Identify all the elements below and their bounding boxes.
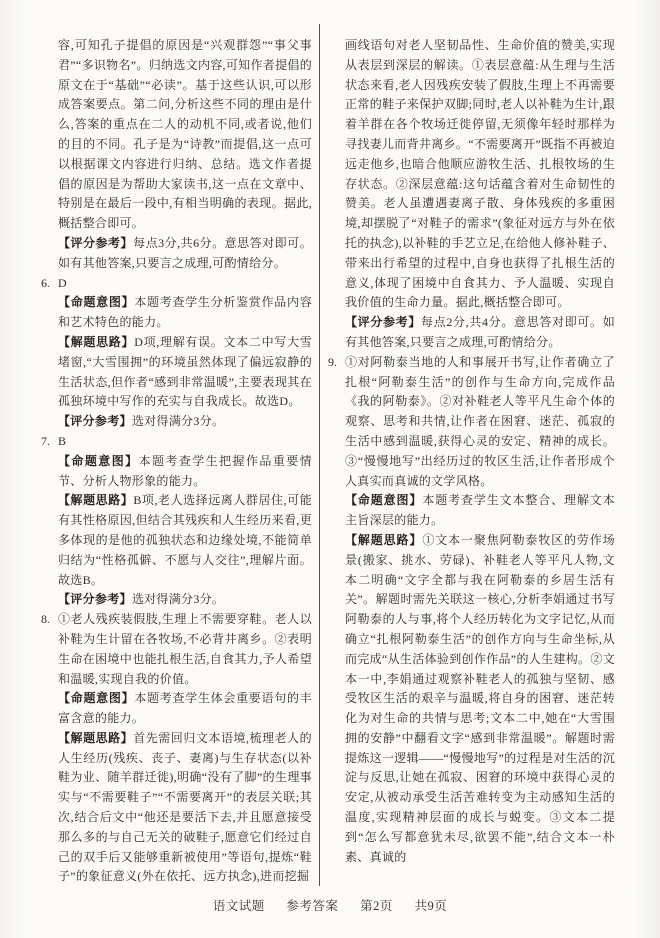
answer-item <box>328 353 615 492</box>
paragraph-text: 容,可知孔子提倡的原因是“兴观群怨”“事父事君”“多识物名”。归纳选文内容,可知作者提倡的原文在于“基础”“必读”。基于这些认识,可以形成答案要点。第二问,分析这些不同的理由是什么,答案的重点在二人的动机不同,或者说,他们的目的不同。孔子是为“诗教”而提倡,这一点可以根据课文内容进行归纳、总结。选文作者提倡的原因是为帮助大家读书,这一点在文章中、特别是在最后一段中,有相当明确的表现。据此,概括整合即可。 <box>58 38 312 231</box>
labeled-paragraph <box>58 689 312 729</box>
paragraph-text: ①对阿勒泰当地的人和事展开书写,让作者确立了扎根“阿勒泰生活”的创作与生命方向,完成作品《我的阿勒泰》。②对补鞋老人等平凡生命个体的观察、思考和共情,让作者在困窘、迷茫、孤寂的生活中感到温暖,获得心灵的安定、精神的成长。③“慢慢地写”出经历过的牧区生活,让作者形成个人真实而真诚的文学风格。 <box>345 354 615 488</box>
paragraph-text: 每点3分,共6分。意思答对即可。如有其他答案,只要言之成理,可酌情给分。 <box>58 235 312 270</box>
labeled-paragraph <box>58 412 312 432</box>
section-label: 【解题思路】 <box>345 532 423 547</box>
paragraph-text: 本题考查学生体会重要语句的丰富含意的能力。 <box>58 691 312 726</box>
answer-item <box>41 274 312 294</box>
labeled-paragraph <box>58 333 312 412</box>
labeled-paragraph <box>345 531 615 868</box>
answer-item <box>41 610 312 689</box>
paragraph <box>345 36 615 313</box>
paragraph-text: 选对得满分3分。 <box>131 592 225 607</box>
paragraph-text: B <box>58 433 67 448</box>
item-number: 6. <box>41 275 50 290</box>
item-number: 7. <box>41 433 50 448</box>
labeled-paragraph <box>58 234 312 274</box>
paragraph-text: 每点2分,共4分。意思答对即可。如有其他答案,只要言之成理,可酌情给分。 <box>345 315 615 349</box>
paragraph-text: ①老人残疾装假肢,生理上不需要穿鞋。老人以补鞋为生计留在各牧场,不必背井离乡。②表明生命在困境中也能扎根生活,自食其力,予人希望和温暖,实现自我的价值。 <box>58 612 312 686</box>
footer-page-number: 第2页 <box>360 899 393 913</box>
labeled-paragraph <box>58 293 312 333</box>
labeled-paragraph <box>58 590 312 610</box>
paragraph-text: 本题考查学生把握作品重要情节、分析人物形象的能力。 <box>58 453 312 488</box>
paragraph-text: 本题考查学生文本整合、理解文本主旨深层的能力。 <box>345 493 615 528</box>
paragraph-text: D <box>58 275 67 290</box>
left-column <box>41 36 312 887</box>
paragraph-text: 本题考查学生分析鉴赏作品内容和艺术特色的能力。 <box>58 295 312 330</box>
section-label: 【命题意图】 <box>58 295 135 310</box>
page-footer <box>0 896 660 914</box>
section-label: 【评分参考】 <box>58 592 132 607</box>
paragraph <box>58 36 312 234</box>
section-label: 【评分参考】 <box>58 414 132 429</box>
labeled-paragraph <box>58 729 312 887</box>
labeled-paragraph <box>345 313 615 353</box>
item-number: 9. <box>328 354 337 369</box>
paragraph-text: B项,老人选择远离人群居住,可能有其性格原因,但结合其残疾和人生经历来看,更多体现的是他的孤独状态和边缘处境,不能简单归结为“性格孤僻、不愿与人交往”,理解片面。故选B。 <box>58 493 312 587</box>
section-label: 【命题意图】 <box>58 453 139 468</box>
section-label: 【评分参考】 <box>58 235 134 250</box>
section-label: 【解题思路】 <box>58 730 134 745</box>
paragraph-text: 首先需回归文本语境,梳理老人的人生经历(残疾、丧子、妻离)与生存状态(以补鞋为业、随羊群迁徙),明确“没有了脚”的生理事实与“不需要鞋子”“不需要离开”的表层关联;其次,结合后文中“他还是要活下去,并且愿意接受那么多的与自己无关的破鞋子,愿意它们经过自己的双手后又能够重新被使用”等语句,提炼“鞋子”的象征意义(外在依托、远方执念),进而挖掘 <box>58 730 312 884</box>
answer-item <box>41 432 312 452</box>
footer-doc-title: 语文试题 <box>212 899 265 913</box>
footer-page-total: 共9页 <box>414 899 448 913</box>
right-column <box>328 36 615 867</box>
labeled-paragraph <box>58 491 312 590</box>
labeled-paragraph <box>345 491 615 531</box>
column-divider <box>319 24 320 886</box>
section-label: 【解题思路】 <box>58 493 134 508</box>
section-label: 【命题意图】 <box>58 691 135 706</box>
paragraph-text: ①文本一聚焦阿勒泰牧区的劳作场景(搬家、挑水、劳碌)、补鞋老人等平凡人物,文本二明确“文字全都与我在阿勒泰的乡居生活有关”。解题时需先关联这一核心,分析李娟通过书写阿勒泰的人与事,将个人经历转化为文字记忆,从而确立“扎根阿勒泰生活”的创作方向与生命坐标,从而完成“从生活体验到创作作品”的人生建构。②文本一中,李娟通过观察补鞋老人的孤独与坚韧、感受牧区生活的艰辛与温暖,将自身的困窘、迷茫转化为对生命的共情与思考;文本二中,她在“大雪围拥的安静”中翻看文字“感到非常温暖”。解题时需提炼这一逻辑——“慢慢地写”的过程是对生活的沉淀与反思,让她在孤寂、困窘的环境中获得心灵的安定,从被动承受生活苦难转变为主动感知生活的温度,实现精神层面的成长与蜕变。③文本二提到“怎么写都意犹未尽,欲罢不能”,结合文本一朴素、真诚的 <box>345 532 615 864</box>
footer-answer-title: 参考答案 <box>286 899 339 913</box>
section-label: 【评分参考】 <box>345 315 422 330</box>
paragraph-text: 选对得满分3分。 <box>131 414 225 429</box>
item-number: 8. <box>41 612 50 627</box>
labeled-paragraph <box>58 452 312 492</box>
paragraph-text: 画线语句对老人坚韧品性、生命价值的赞美,实现从表层到深层的解读。①表层意蕴:从生理与生活状态来看,老人因残疾安装了假肢,生理上不再需要正常的鞋子来保护双脚;同时,老人以补鞋为生计,跟着羊群在各个牧场迁徙停留,无须像年轻时那样为寻找妻儿而背井离乡。“不需要离开”既指不再被迫远走他乡,也暗合他顺应游牧生活、扎根牧场的生存状态。②深层意蕴:这句话蕴含着对生命韧性的赞美。老人虽遭遇妻离子散、身体残疾的多重困境,却摆脱了“对鞋子的需求”(象征对远方与外在依托的执念),以补鞋的手艺立足,在给他人修补鞋子、带来出行希望的过程中,自身也获得了扎根生活的意义,体现了困境中自食其力、予人温暖、实现自我价值的生命力量。据此,概括整合即可。 <box>345 38 615 310</box>
section-label: 【解题思路】 <box>58 334 135 349</box>
section-label: 【命题意图】 <box>345 493 423 508</box>
paragraph-text: D项,理解有误。文本二中写大雪堵窗,“大雪围拥”的环境虽然体现了偏远寂静的生活状态,但作者“感到非常温暖”,主要表现其在孤独环境中写作的充实与自我成长。故选D。 <box>58 334 312 409</box>
